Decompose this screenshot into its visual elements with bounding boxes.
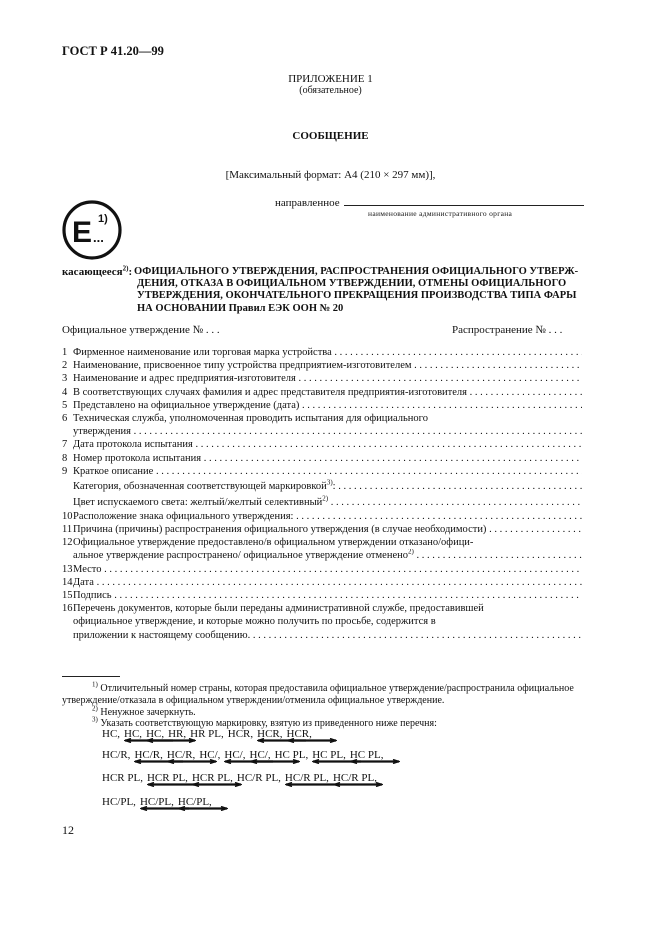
marking-code: HC/R, [134,749,162,761]
form-item: 8 Номер протокола испытания . . . [62,452,582,465]
approval-number: Официальное утверждение № . . . [62,324,220,336]
double-arrow-icon [350,759,400,764]
e-mark-superscript: 1) [98,213,108,225]
concerning-line: ОФИЦИАЛЬНОГО УТВЕРЖДЕНИЯ, РАСПРОСТРАНЕНИЯ ОФИЦИАЛЬНОГО УТВЕРЖ- [134,266,579,277]
marking-code: HC/PL, [178,796,212,808]
footnote-1: $^{1)}$ Отличительный номер страны, которая предоставила официальное утверждение/распространила официальное утверждение/отказала в официальном утверждении/отменила официальное утверждение. [62,680,574,706]
page-number: 12 [62,823,74,837]
marking-code: HC PL, [274,749,309,761]
marking-code: HC PL, [350,749,384,761]
marking-code: HCR PL, [147,772,188,784]
form-item: 15 Подпись . . . [62,589,582,602]
directed-to [275,196,584,209]
marking-code: HR PL, [190,728,224,740]
marking-row [102,796,216,808]
marking-code: HR, [168,728,187,740]
left-arrow-icon [285,782,335,787]
concerning-line: НА ОСНОВАНИИ Правил ЕЭК ООН № 20 [137,302,344,314]
extension-number: Распространение № . . . [452,324,563,336]
form-item-continued: Цвет испускаемого света: желтый/желтый селективный$^{2)}$ . . . [62,494,582,510]
form-item: 2 Наименование, присвоенное типу устройства предприятием-изготовителем . . . [62,359,582,372]
message-title: СООБЩЕНИЕ [292,130,369,142]
marking-row [102,749,387,761]
double-arrow-icon [287,738,337,743]
form-item: 11 Причина (причины) распространения официального утверждения (в случае необходимости) . . . [62,523,582,536]
e-mark-dots: ... [93,230,104,245]
footnote-2: $^{2)}$ Ненужное зачеркнуть. [92,704,196,718]
form-item-continued: утверждения . . . [62,425,582,438]
form-item: 12 Официальное утверждение предоставлено/в официальном утверждении отказано/офици- [62,537,474,549]
marking-code: HC/R PL, [236,772,281,784]
form-item: 3 Наименование и адрес предприятия-изготовителя . . . [62,372,582,385]
appendix-title: ПРИЛОЖЕНИЕ 1 [288,73,373,85]
form-item: 4 В соответствующих случаях фамилия и адрес представителя предприятия-изготовителя . . . [62,386,582,399]
concerning-text [134,266,604,315]
marking-code: HCR, [287,728,312,740]
marking-code: HC/, [199,749,221,761]
concerning-line: ДЕНИЯ, ОТКАЗА В ОФИЦИАЛЬНОМ УТВЕРЖДЕНИИ, ОТМЕНЫ ОФИЦИАЛЬНОГО [137,278,567,290]
form-item: 13 Место . . . [62,563,582,576]
marking-code: HC/PL, [140,796,174,808]
marking-code: HC/R, [102,749,131,761]
directed-underline [344,196,584,206]
form-item: 7 Дата протокола испытания . . . [62,438,582,451]
document-code: ГОСТ Р 41.20—99 [62,44,164,58]
form-item: 6 Техническая служба, уполномоченная проводить испытания для официального [62,412,428,424]
admin-body-caption: наименование административного органа [368,209,513,218]
form-item: 16 Перечень документов, которые были переданы административной службе, предоставившей [62,603,484,615]
double-arrow-icon [178,806,228,811]
form-item: 9 Краткое описание . . . [62,465,582,478]
marking-code: HC/R, [167,749,195,761]
form-item-continued: Категория, обозначенная соответствующей маркировкой$^{3)}$: . . . [62,478,582,494]
marking-code: HCR, [227,728,254,740]
form-item: 1 Фирменное наименование или торговая марка устройства . . . [62,346,582,359]
marking-code: HC/PL, [102,796,136,808]
marking-code: HC PL, [312,749,346,761]
marking-code: HCR PL, [192,772,233,784]
form-items [62,346,582,642]
concerning-line: УТВЕРЖДЕНИЯ, ОКОНЧАТЕЛЬНОГО ПРЕКРАЩЕНИЯ ПРОИЗВОДСТВА ТИПА ФАРЫ [137,290,577,302]
left-arrow-icon [147,782,197,787]
marking-code: HC, [124,728,142,740]
format-note: [Максимальный формат: А4 (210 × 297 мм)], [225,169,436,181]
double-arrow-icon [192,782,242,787]
form-item: 10 Расположение знака официального утверждения: . . . [62,510,582,523]
form-item: 14 Дата . . . [62,576,582,589]
marking-code: HC/R PL, [333,772,377,784]
concerning-label: касающееся$^{2)}$: [62,264,133,278]
double-arrow-icon [333,782,383,787]
marking-row [102,772,381,784]
footnote-divider [62,676,120,677]
marking-code: HC, [102,728,121,740]
form-item: 5 Представлено на официальное утверждение (дата) . . . [62,399,582,412]
form-item-continued: приложении к настоящему сообщению. . . . [62,629,582,642]
marking-row [102,728,316,740]
form-item-continued: альное утверждение распространено/ официальное утверждение отменено$^{2)}$ . . . [62,549,582,562]
marking-code: HC/, [224,749,245,761]
appendix-note: (обязательное) [299,85,362,96]
marking-code: HC, [146,728,164,740]
e-mark-icon [62,200,122,260]
marking-code: HC/R PL, [285,772,329,784]
marking-code: HCR PL, [102,772,143,784]
form-item-continued: официальное утверждение, и которые можно получить по просьбе, содержится в [73,616,436,628]
footnote-3: $^{3)}$ Указать соответствующую маркировку, взятую из приведенного ниже перечня: [92,715,437,729]
marking-code: HC/, [250,749,271,761]
marking-code: HCR, [257,728,282,740]
directed-label: направленное [275,197,340,209]
e-mark-letter: E [72,216,93,249]
